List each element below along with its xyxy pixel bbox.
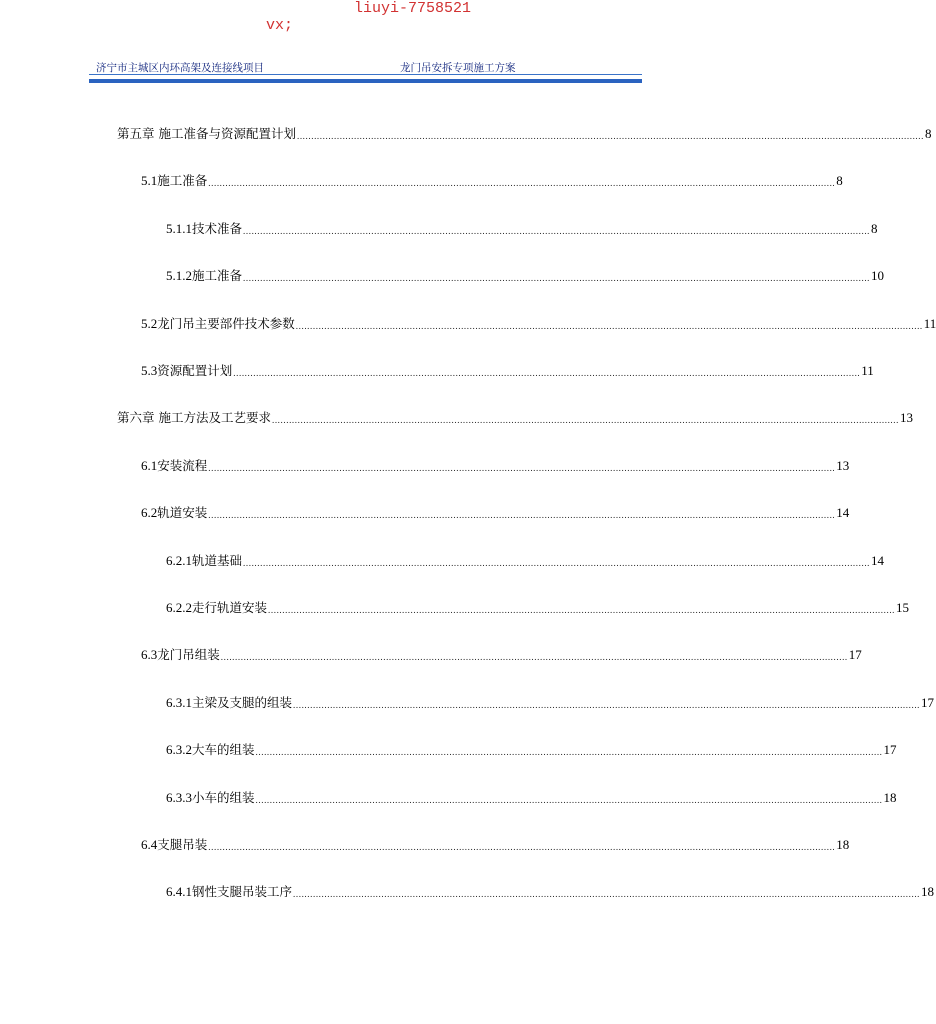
toc-leader-dots: ............................................................................................................................................................................................................................ (208, 510, 836, 521)
toc-entry[interactable] (141, 504, 850, 522)
toc-entry[interactable] (166, 267, 885, 285)
toc-entry-number: 6.2 (141, 505, 158, 521)
toc-entry-page: 8 (871, 220, 878, 236)
toc-entry-page: 17 (883, 742, 897, 758)
watermark-left: vx; (266, 17, 294, 34)
toc-entry-number: 6.4.1 (166, 884, 192, 900)
toc-entry[interactable] (141, 457, 850, 475)
toc-entry-number: 6.1 (141, 457, 158, 473)
toc-entry[interactable] (166, 789, 897, 807)
toc-leader-dots: ............................................................................................................................................................................................................................ (293, 699, 921, 710)
toc-leader-dots: ............................................................................................................................................................................................................................ (220, 652, 848, 663)
toc-entry-page: 18 (836, 837, 850, 852)
header-project-name: 济宁市主城区内环高架及连接线项目 (96, 62, 264, 74)
toc-entry-title: 主梁及支腿的组装 (192, 694, 293, 710)
toc-leader-dots: ............................................................................................................................................................................................................................ (243, 273, 871, 284)
toc-entry-number: 5.1.2 (166, 268, 192, 284)
header-document-title: 龙门吊安拆专项施工方案 (400, 62, 516, 74)
toc-entry-title: 资源配置计划 (157, 363, 233, 378)
toc-entry-title: 技术准备 (192, 220, 243, 236)
toc-entry-page: 17 (848, 647, 862, 663)
toc-entry-number: 5.1.1 (166, 220, 192, 236)
toc-entry-number: 6.3 (141, 647, 158, 663)
toc-entry-page: 11 (923, 315, 936, 331)
toc-entry-page: 18 (883, 789, 897, 805)
toc-entry[interactable] (141, 836, 850, 854)
toc-leader-dots: ............................................................................................................................................................................................................................ (208, 842, 836, 852)
toc-entry-title: 钢性支腿吊装工序 (192, 884, 293, 900)
toc-entry-page: 11 (861, 363, 874, 378)
toc-entry-title: 轨道安装 (157, 505, 208, 521)
toc-leader-dots: ............................................................................................................................................................................................................................ (243, 557, 871, 568)
toc-entry[interactable] (117, 125, 932, 143)
toc-leader-dots: ............................................................................................................................................................................................................................ (255, 794, 883, 805)
toc-leader-dots: ............................................................................................................................................................................................................................ (255, 747, 883, 758)
toc-entry-title: 支腿吊装 (157, 837, 208, 852)
watermark-right: liuyi-7758521 (354, 0, 472, 17)
toc-entry-title: 安装流程 (157, 457, 208, 473)
toc-leader-dots: ............................................................................................................................................................................................................................ (243, 225, 871, 236)
toc-entry-number: 6.4 (141, 837, 158, 852)
toc-entry-page: 15 (896, 600, 910, 615)
toc-entry-number: 6.2.2 (166, 600, 192, 615)
toc-entry-title: 走行轨道安装 (192, 600, 268, 615)
toc-entry-page: 14 (836, 505, 850, 521)
toc-entry-title: 龙门吊组装 (157, 647, 220, 663)
toc-entry-title: 大车的组装 (192, 742, 255, 758)
toc-entry-title: 第六章 施工方法及工艺要求 (117, 410, 271, 426)
toc-entry-number: 5.3 (141, 363, 158, 378)
toc-entry-title: 龙门吊主要部件技术参数 (157, 315, 295, 331)
toc-leader-dots: ............................................................................................................................................................................................................................ (296, 131, 924, 141)
toc-entry[interactable] (117, 409, 913, 427)
toc-entry[interactable] (166, 883, 935, 901)
toc-entry-page: 10 (871, 268, 885, 284)
toc-entry-page: 13 (899, 410, 913, 426)
toc-entry-number: 6.3.1 (166, 694, 192, 710)
toc-entry[interactable] (141, 315, 936, 333)
toc-entry-page: 18 (921, 884, 935, 900)
toc-entry-title: 施工准备 (192, 268, 243, 284)
toc-entry-page: 8 (836, 173, 843, 189)
toc-entry-page: 8 (924, 126, 932, 141)
toc-leader-dots: ............................................................................................................................................................................................................................ (268, 605, 896, 615)
toc-entry-title: 施工准备 (157, 173, 208, 189)
toc-entry-number: 5.1 (141, 173, 158, 189)
toc-entry-page: 13 (836, 457, 850, 473)
toc-entry-number: 6.2.1 (166, 552, 192, 568)
toc-entry-title: 小车的组装 (192, 789, 255, 805)
toc-entry-number: 6.3.2 (166, 742, 192, 758)
toc-entry[interactable] (166, 741, 897, 759)
toc-leader-dots: ............................................................................................................................................................................................................................ (233, 368, 861, 378)
toc-leader-dots: ............................................................................................................................................................................................................................ (208, 178, 836, 189)
toc-entry-title: 第五章 施工准备与资源配置计划 (117, 126, 296, 141)
toc-entry[interactable] (141, 362, 874, 380)
toc-entry[interactable] (166, 220, 878, 238)
toc-entry-number: 6.3.3 (166, 789, 192, 805)
toc-entry[interactable] (166, 694, 935, 712)
toc-entry-page: 17 (921, 694, 935, 710)
toc-entry-title: 轨道基础 (192, 552, 243, 568)
toc-entry[interactable] (166, 599, 910, 617)
toc-leader-dots: ............................................................................................................................................................................................................................ (208, 462, 836, 473)
toc-leader-dots: ............................................................................................................................................................................................................................ (295, 320, 923, 331)
toc-entry-page: 14 (871, 552, 885, 568)
toc-entry[interactable] (141, 646, 862, 664)
toc-entry[interactable] (166, 552, 885, 570)
toc-entry-number: 5.2 (141, 315, 158, 331)
toc-leader-dots: ............................................................................................................................................................................................................................ (293, 889, 921, 900)
toc-leader-dots: ............................................................................................................................................................................................................................ (271, 415, 899, 426)
toc-entry[interactable] (141, 172, 843, 190)
